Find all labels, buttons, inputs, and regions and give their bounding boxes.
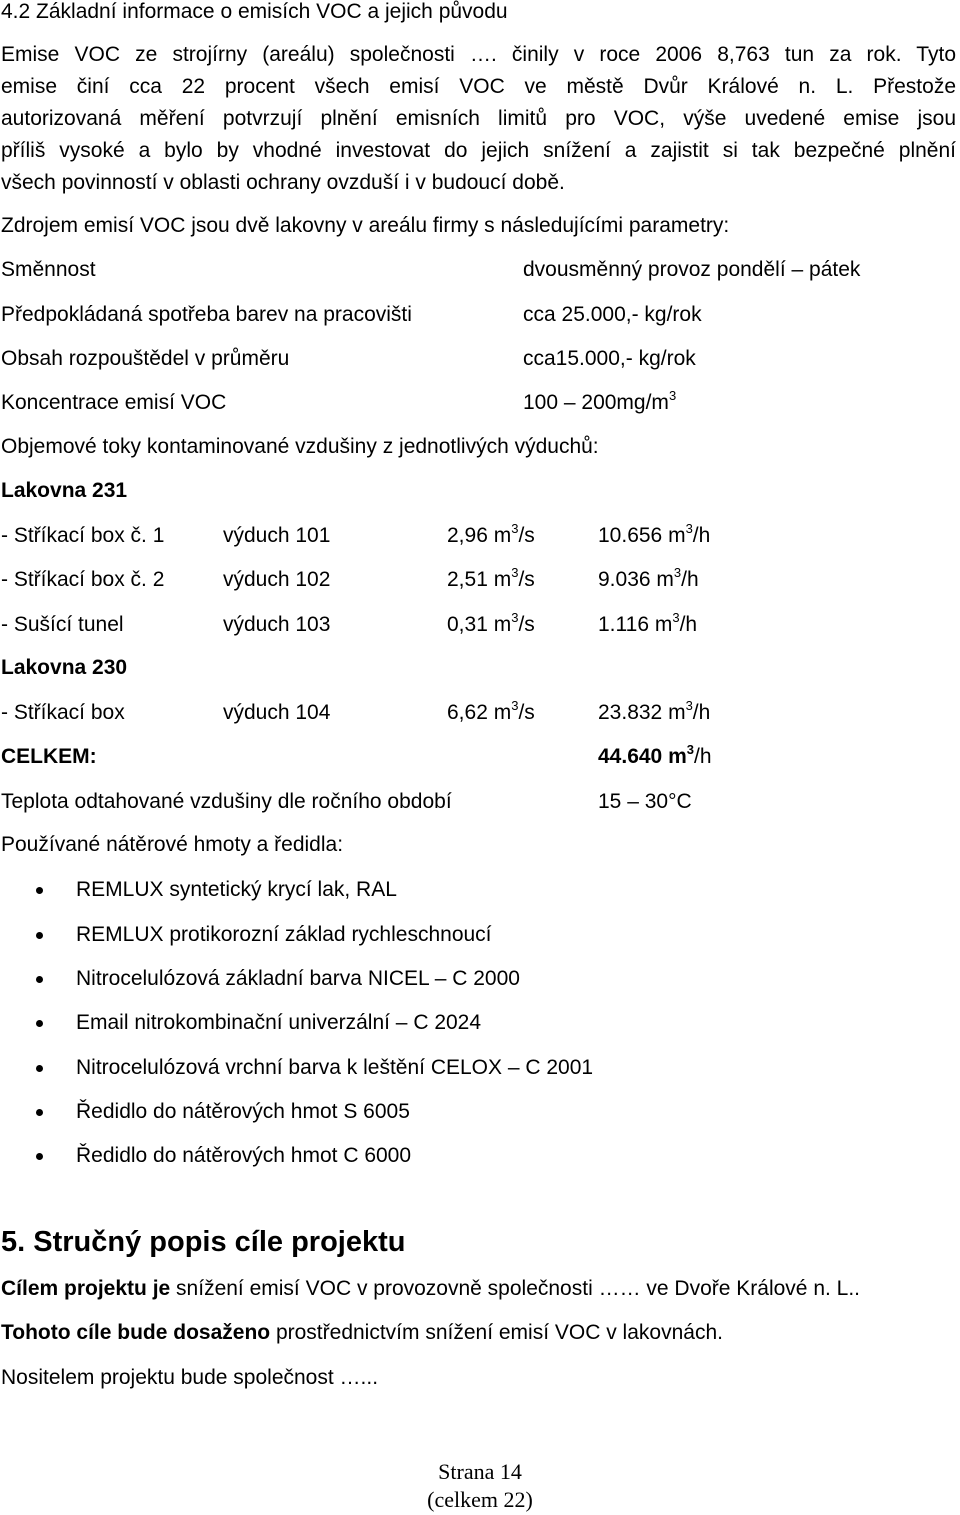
holder-line: Nositelem projektu bude společnost …... xyxy=(1,1366,379,1389)
temperature-label: Teplota odtahované vzdušiny dle ročního období xyxy=(1,790,452,813)
achieve-bold: Tohoto cíle bude dosaženo xyxy=(1,1321,271,1344)
goal-line xyxy=(1,1277,860,1301)
flow-outlet: výduch 101 xyxy=(223,524,331,547)
superscript: 3 xyxy=(685,698,693,713)
bullet-icon xyxy=(36,1020,43,1027)
intro-line: Emise VOC ze strojírny (areálu) společnosti …. činily v roce 2006 8,763 tun za rok. Tyto xyxy=(1,43,956,66)
param-value xyxy=(523,390,676,416)
flow-rate xyxy=(447,700,535,726)
flow-source: - Stříkací box č. 1 xyxy=(1,524,165,547)
param-label: Směnnost xyxy=(1,258,96,281)
achieve-line xyxy=(1,1321,723,1345)
bullet-icon xyxy=(36,1153,43,1160)
bullet-icon xyxy=(36,1109,43,1116)
superscript: 3 xyxy=(686,742,694,757)
flow-outlet: výduch 104 xyxy=(223,701,331,724)
superscript: 3 xyxy=(672,610,680,625)
flow-hourly-text: 9.036 m xyxy=(598,568,674,591)
material-name: REMLUX protikorozní základ rychleschnoucí xyxy=(76,923,492,946)
material-name: REMLUX syntetický krycí lak, RAL xyxy=(76,878,397,901)
flow-row xyxy=(1,612,951,638)
goal-bold: Cílem projektu je xyxy=(1,1277,171,1300)
goal-text: snížení emisí VOC v provozovně společnosti …… ve Dvoře Králové n. L.. xyxy=(170,1277,861,1300)
flows-intro: Objemové toky kontaminované vzdušiny z jednotlivých výduchů: xyxy=(1,435,599,458)
material-name: Nitrocelulózová základní barva NICEL – C 2000 xyxy=(76,967,520,990)
bullet-icon xyxy=(36,887,43,894)
flow-hourly-unit: /h xyxy=(681,568,699,591)
superscript: 3 xyxy=(673,565,682,580)
total-value xyxy=(598,744,712,770)
flow-source: - Stříkací box č. 2 xyxy=(1,568,165,591)
flow-hourly xyxy=(598,567,699,593)
flow-rate-unit: /s xyxy=(518,701,535,724)
param-row xyxy=(1,346,951,372)
total-label: CELKEM: xyxy=(1,745,97,768)
superscript: 3 xyxy=(511,698,519,713)
superscript: 3 xyxy=(685,521,693,536)
flow-outlet: výduch 102 xyxy=(223,568,331,591)
intro-line: autorizovaná měření potvrzují plnění emisních limitů pro VOC, výše uvedené emise jsou xyxy=(1,107,956,130)
param-row xyxy=(1,390,951,416)
total-value-text: 44.640 m xyxy=(598,745,687,768)
flow-hourly xyxy=(598,523,710,549)
material-name: Email nitrokombinační univerzální – C 2024 xyxy=(76,1011,482,1034)
intro-line: příliš vysoké a bylo by vhodné investovat do jejich snížení a zajistit si tak bezpečné plnění xyxy=(1,139,956,162)
param-row xyxy=(1,257,951,283)
section-heading: 4.2 Základní informace o emisích VOC a jejich původu xyxy=(1,0,508,23)
flow-hourly-text: 10.656 m xyxy=(598,524,686,547)
param-label: Obsah rozpouštědel v průměru xyxy=(1,347,290,370)
intro-line: emise činí cca 22 procent všech emisí VOC ve městě Dvůr Králové n. L. Přestože xyxy=(1,75,956,98)
param-row xyxy=(1,302,951,328)
superscript: 3 xyxy=(668,388,677,403)
flow-hourly-unit: /h xyxy=(692,524,711,547)
page-total: (celkem 22) xyxy=(427,1487,533,1512)
bullet-icon xyxy=(36,976,43,983)
superscript: 3 xyxy=(511,521,519,536)
flow-outlet: výduch 103 xyxy=(223,613,331,636)
superscript: 3 xyxy=(511,610,519,625)
temperature-value: 15 – 30°C xyxy=(598,790,692,813)
flow-source: - Stříkací box xyxy=(1,701,125,724)
flow-rate-text: 0,31 m xyxy=(447,613,512,636)
flow-rate-unit: /s xyxy=(518,568,535,591)
param-label: Koncentrace emisí VOC xyxy=(1,391,227,414)
material-name: Nitrocelulózová vrchní barva k leštění CELOX – C 2001 xyxy=(76,1056,594,1079)
flow-hourly-unit: /h xyxy=(692,701,711,724)
flow-rate-text: 2,96 m xyxy=(447,524,512,547)
flow-rate-unit: /s xyxy=(518,524,535,547)
flow-hourly-text: 1.116 m xyxy=(598,613,673,636)
flow-hourly-text: 23.832 m xyxy=(598,701,686,724)
flow-rate-unit: /s xyxy=(518,613,535,636)
param-value: dvousměnný provoz pondělí – pátek xyxy=(523,258,861,281)
total-unit: /h xyxy=(693,745,712,768)
flow-row xyxy=(1,567,951,593)
flow-hourly-unit: /h xyxy=(679,613,698,636)
param-value: cca 25.000,- kg/rok xyxy=(523,303,702,326)
bullet-icon xyxy=(36,932,43,939)
flow-row xyxy=(1,700,951,726)
flow-hourly xyxy=(598,612,697,638)
sources-intro: Zdrojem emisí VOC jsou dvě lakovny v areálu firmy s následujícími parametry: xyxy=(1,214,730,237)
flow-rate xyxy=(447,612,535,638)
material-name: Ředidlo do nátěrových hmot S 6005 xyxy=(76,1100,410,1123)
bullet-icon xyxy=(36,1065,43,1072)
superscript: 3 xyxy=(511,565,519,580)
temperature-row xyxy=(1,789,951,815)
flow-rate-text: 2,51 m xyxy=(447,568,512,591)
flow-rate xyxy=(447,567,535,593)
param-value-text: 100 – 200mg/m xyxy=(523,391,669,414)
intro-line: všech povinností v oblasti ochrany ovzduší i v budoucí době. xyxy=(1,171,565,194)
param-value: cca15.000,- kg/rok xyxy=(523,347,696,370)
material-name: Ředidlo do nátěrových hmot C 6000 xyxy=(76,1144,412,1167)
total-row xyxy=(1,744,951,770)
lakovna-231-heading: Lakovna 231 xyxy=(1,479,128,502)
section5-heading: 5. Stručný popis cíle projektu xyxy=(1,1226,406,1258)
flow-hourly xyxy=(598,700,710,726)
materials-intro: Používané nátěrové hmoty a ředidla: xyxy=(1,833,344,856)
lakovna-230-heading: Lakovna 230 xyxy=(1,656,128,679)
param-label: Předpokládaná spotřeba barev na pracovišti xyxy=(1,303,412,326)
flow-rate-text: 6,62 m xyxy=(447,701,512,724)
flow-row xyxy=(1,523,951,549)
flow-rate xyxy=(447,523,535,549)
achieve-text: prostřednictvím snížení emisí VOC v lakovnách. xyxy=(270,1321,723,1344)
flow-source: - Sušící tunel xyxy=(1,613,124,636)
page-number: Strana 14 xyxy=(438,1459,522,1484)
